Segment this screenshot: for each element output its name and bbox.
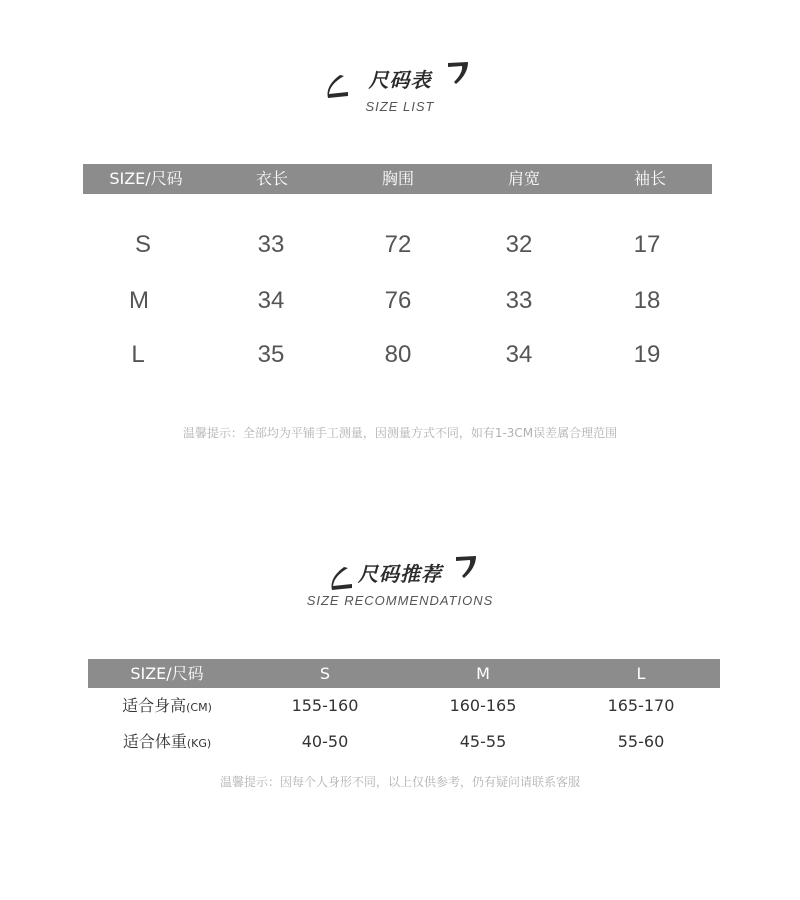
col-header-s: S <box>319 664 331 683</box>
table-row <box>88 728 720 756</box>
col-header-size: SIZE/尺码 <box>130 664 204 683</box>
cell-size: M <box>129 287 149 314</box>
cell-size: S <box>134 231 151 258</box>
weight-unit: (KG) <box>186 737 212 750</box>
cell-length: 34 <box>257 287 285 314</box>
cell-shoulder: 32 <box>505 231 533 258</box>
right-swoosh-icon <box>452 554 478 580</box>
size-list-title: 尺码表 <box>368 68 432 92</box>
cell-shoulder: 33 <box>505 287 533 314</box>
cell-chest: 76 <box>384 287 412 314</box>
recommendations-title: 尺码推荐 <box>358 562 442 586</box>
table-row <box>83 227 712 263</box>
recommendations-header <box>0 558 800 608</box>
recommendations-note: 温馨提示：因每个人身形不同，以上仅供参考，仍有疑问请联系客服 <box>219 775 580 789</box>
cell-chest: 80 <box>384 341 412 368</box>
cell-weight-l: 55-60 <box>617 732 665 751</box>
height-label: 适合身高 <box>122 696 187 715</box>
col-header-size: SIZE/尺码 <box>109 169 183 188</box>
weight-label: 适合体重 <box>122 732 187 751</box>
size-list-table-header <box>83 164 712 194</box>
cell-shoulder: 34 <box>505 341 533 368</box>
recommendations-subtitle: SIZE RECOMMENDATIONS <box>306 593 494 608</box>
cell-sleeve: 19 <box>633 341 661 368</box>
height-unit: (CM) <box>186 701 212 714</box>
size-list-note: 温馨提示：全部均为平铺手工测量，因测量方式不同，如有1-3CM误差属合理范围 <box>182 426 618 440</box>
cell-weight-s: 40-50 <box>301 732 349 751</box>
recommendations-table-header <box>88 659 720 688</box>
size-list-subtitle: SIZE LIST <box>365 99 435 114</box>
row-label-weight <box>92 728 242 758</box>
col-header-sleeve: 袖长 <box>633 169 666 188</box>
col-header-m: M <box>476 664 490 683</box>
table-row <box>83 337 712 373</box>
cell-chest: 72 <box>384 231 412 258</box>
col-header-l: L <box>636 664 646 683</box>
row-label-height <box>92 692 242 722</box>
cell-height-m: 160-165 <box>449 696 517 715</box>
cell-height-s: 155-160 <box>291 696 359 715</box>
right-swoosh-icon <box>444 60 470 86</box>
col-header-chest: 胸围 <box>381 169 414 188</box>
cell-length: 33 <box>257 231 285 258</box>
size-list-header <box>0 64 800 114</box>
cell-sleeve: 18 <box>633 287 661 314</box>
col-header-length: 衣长 <box>255 169 288 188</box>
cell-height-l: 165-170 <box>607 696 675 715</box>
cell-size: L <box>131 341 145 368</box>
table-row <box>88 692 720 720</box>
cell-weight-m: 45-55 <box>459 732 507 751</box>
table-row <box>83 283 712 319</box>
cell-length: 35 <box>257 341 285 368</box>
cell-sleeve: 17 <box>633 231 661 258</box>
col-header-shoulder: 肩宽 <box>507 169 540 188</box>
